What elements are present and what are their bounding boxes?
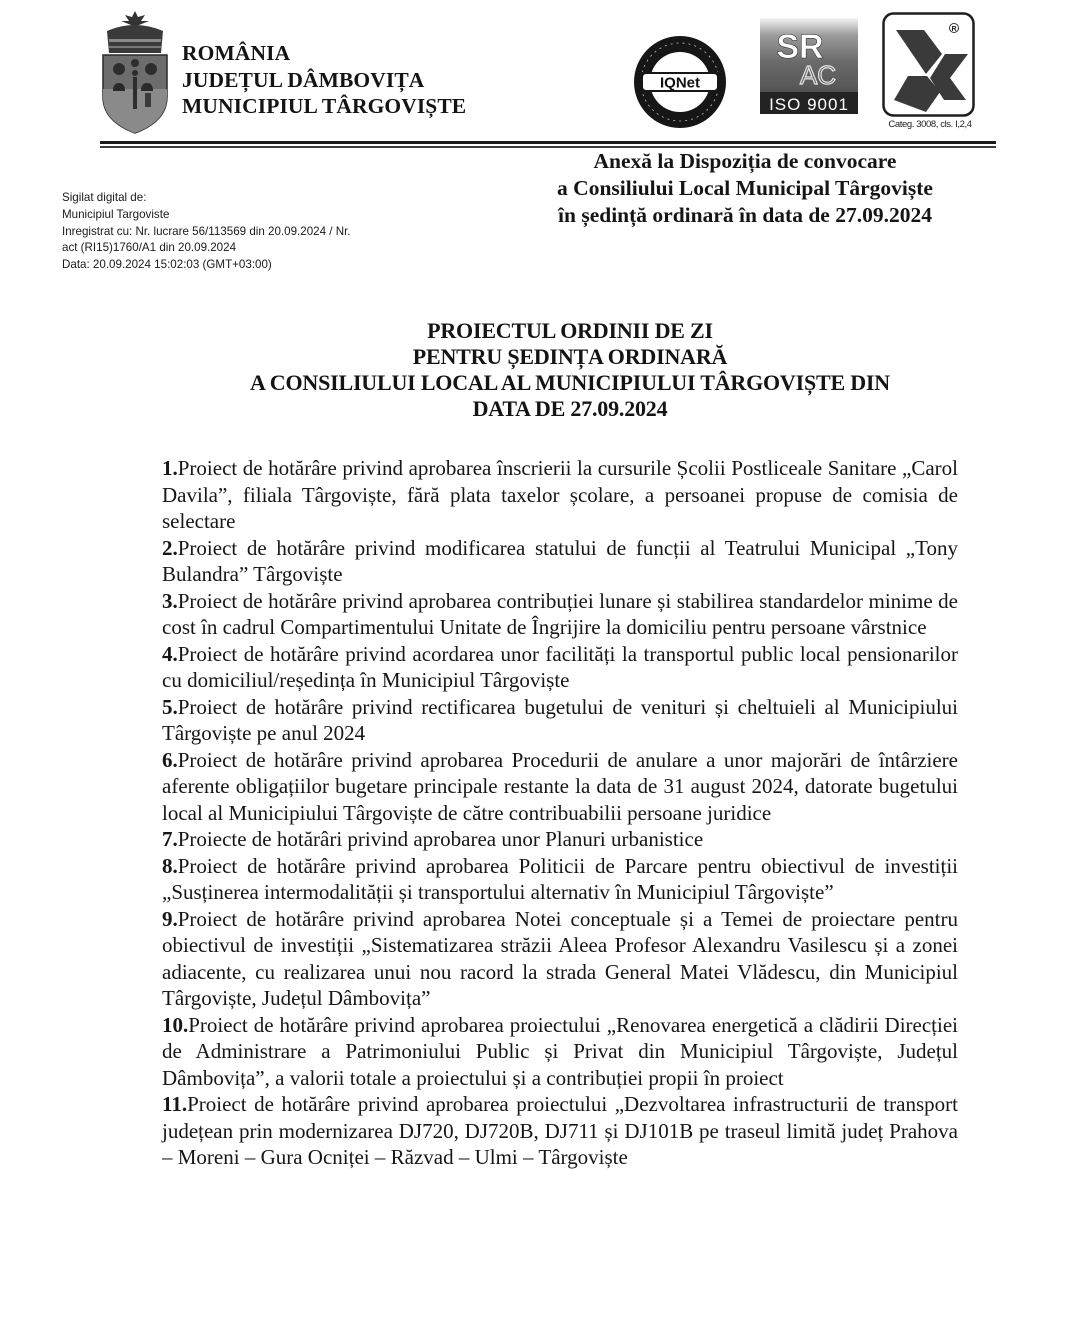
title-line: PENTRU ȘEDINȚA ORDINARĂ xyxy=(412,344,728,369)
agenda-item-number: 9. xyxy=(162,906,178,931)
agenda-item-text: Proiecte de hotărâri privind aprobarea unor Planuri urbanistice xyxy=(177,827,704,851)
svg-text:AC: AC xyxy=(799,60,837,90)
quality-mark-caption: Categ. 3008, cls. I,2,4 xyxy=(888,119,972,130)
agenda-item-text: Proiect de hotărâre privind acordarea unor facilități la transportul public local pensionarilor cu domiciliul/reședința în Municipiul Târgoviște xyxy=(162,641,958,692)
agenda-item-number: 8. xyxy=(162,853,178,878)
agenda-item-text: Proiect de hotărâre privind modificarea statului de funcții al Teatrului Municipal „Tony Bulandra” Târgoviște xyxy=(162,535,958,586)
agenda-item-text: Proiect de hotărâre privind aprobarea Notei conceptuale și a Temei de proiectare pentru obiectivul de investiții „Sistematizarea străzii Aleea Profesor Alexandru Vasilescu și a zonei adiacente, cu realizarea unui nou racord la strada General Matei Vlădescu, din Municipiul Târgoviște, Județul Dâmbovița” xyxy=(162,906,958,1010)
agenda-item-number: 1. xyxy=(162,456,178,480)
svg-text:SR: SR xyxy=(776,28,824,66)
agenda-item xyxy=(162,455,958,535)
agenda-item xyxy=(162,1091,958,1171)
agenda-item-number: 7. xyxy=(162,827,178,851)
document-title xyxy=(180,318,960,422)
agenda-item xyxy=(162,826,958,853)
country-name: ROMÂNIA xyxy=(182,41,291,65)
county-name: JUDEȚUL DÂMBOVIȚA xyxy=(182,67,425,92)
seal-line: Data: 20.09.2024 15:02:03 (GMT+03:00) xyxy=(62,258,272,272)
agenda-item xyxy=(162,641,958,694)
svg-text:IQNet: IQNet xyxy=(659,74,701,92)
coat-of-arms-icon xyxy=(99,9,171,135)
seal-line: Municipiul Targoviste xyxy=(62,207,170,221)
agenda-item-text: Proiect de hotărâre privind rectificarea bugetului de venituri și cheltuieli al Municipiului Târgoviște pe anul 2024 xyxy=(162,694,958,745)
agenda-item xyxy=(162,906,958,1012)
agenda-item xyxy=(162,694,958,747)
agenda-item-text: Proiect de hotărâre privind aprobarea proiectului „Dezvoltarea infrastructurii de transport județean prin modernizarea DJ720, DJ720B, DJ711 și DJ101B pe traseul limită județ Prahova – Moreni – Gura Ocniței – Răzvad – Ulmi – Târgoviște xyxy=(162,1092,958,1169)
annex-line: în ședință ordinară în data de 27.09.2024 xyxy=(558,203,932,227)
agenda-item-text: Proiect de hotărâre privind aprobarea contribuției lunare și stabilirea standardelor minime de cost în cadrul Compartimentului Unitate de Îngrijire la domiciliu pentru persoane vârstnice xyxy=(162,588,958,639)
srac-iso-9001-icon xyxy=(760,14,858,116)
agenda-list xyxy=(162,455,958,1171)
agenda-item xyxy=(162,1012,958,1092)
agenda-item-text: Proiect de hotărâre privind aprobarea înscrierii la cursurile Școlii Postliceale Sanitare „Carol Davila”, filiala Târgoviște, fără plata taxelor școlare, a persoanei propuse de comisia de selectare xyxy=(162,456,958,533)
seal-line: Sigilat digital de: xyxy=(62,191,147,204)
agenda-item xyxy=(162,747,958,827)
agenda-item xyxy=(162,588,958,641)
title-line: DATA DE 27.09.2024 xyxy=(472,396,668,421)
agenda-item xyxy=(162,853,958,906)
annex-heading xyxy=(505,148,985,229)
svg-text:ISO 9001: ISO 9001 xyxy=(769,95,849,114)
title-line: PROIECTUL ORDINII DE ZI xyxy=(427,318,713,343)
svg-text:R: R xyxy=(951,26,957,33)
municipality-name: MUNICIPIUL TÂRGOVIȘTE xyxy=(182,94,467,118)
agenda-item xyxy=(162,535,958,588)
digital-seal-block xyxy=(62,190,422,274)
agenda-item-number: 10. xyxy=(162,1012,189,1037)
agenda-item-text: Proiect de hotărâre privind aprobarea Procedurii de anulare a unor majorări de întârziere aferente obligațiilor bugetare principale restante la data de 31 august 2024, datorate bugetului local al Municipiului Târgoviște de către contribuabilii persoane juridice xyxy=(162,747,958,825)
agenda-item-text: Proiect de hotărâre privind aprobarea proiectului „Renovarea energetică a clădirii Direcției de Administrare a Patrimoniului Public și Privat din Municipiul Târgoviște, Județul Dâmbovița”, a valorii totale a proiectului și a contribuției propii în proiect xyxy=(162,1012,958,1090)
annex-line: a Consiliului Local Municipal Târgoviște xyxy=(557,176,933,200)
agenda-item-number: 3. xyxy=(162,588,178,613)
seal-line: act (RI15)1760/A1 din 20.09.2024 xyxy=(62,241,237,255)
quality-mark-icon xyxy=(882,12,975,117)
institution-header xyxy=(182,40,466,120)
agenda-item-number: 4. xyxy=(162,641,178,666)
annex-line: Anexă la Dispoziția de convocare xyxy=(593,149,897,173)
agenda-item-text: Proiect de hotărâre privind aprobarea Politicii de Parcare pentru obiectivul de investiții „Susținerea intermodalității și transportului alternativ în Municipiul Târgoviște” xyxy=(162,853,958,904)
header-rule xyxy=(100,141,996,144)
agenda-item-number: 6. xyxy=(162,747,178,772)
seal-line: Inregistrat cu: Nr. lucrare 56/113569 din 20.09.2024 / Nr. xyxy=(62,224,351,238)
agenda-item-number: 11. xyxy=(162,1092,188,1116)
agenda-item-number: 2. xyxy=(162,535,178,560)
iqnet-certification-icon xyxy=(632,34,728,130)
agenda-item-number: 5. xyxy=(162,694,178,719)
title-line: A CONSILIULUI LOCAL AL MUNICIPIULUI TÂRGOVIȘTE DIN xyxy=(250,370,890,395)
